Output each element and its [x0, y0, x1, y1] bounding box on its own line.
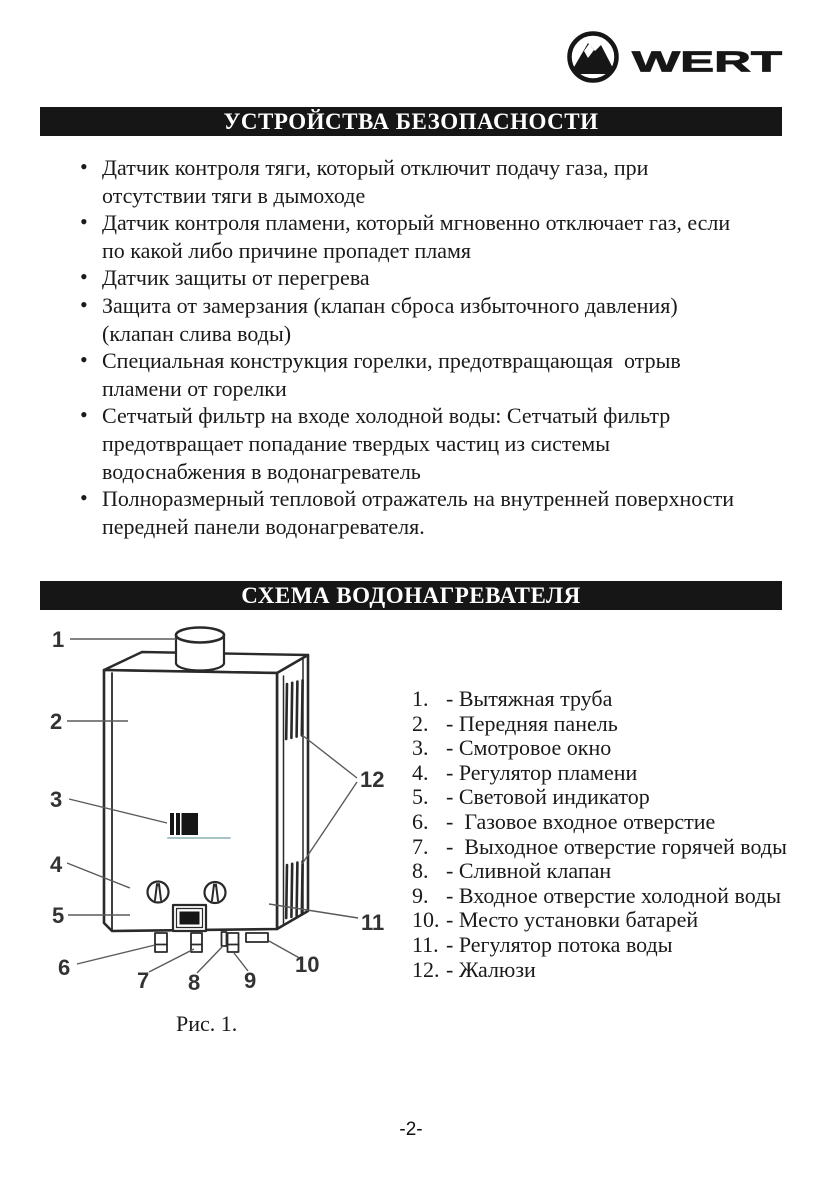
- part-number: 4.: [412, 759, 429, 785]
- bullet-line: передней панели водонагревателя.: [102, 513, 425, 539]
- section-header-schema: СХЕМА ВОДОНАГРЕВАТЕЛЯ: [40, 581, 782, 610]
- part-row: [412, 687, 812, 712]
- parts-legend: [412, 687, 812, 982]
- bullet-item: [78, 292, 778, 347]
- part-row: [412, 761, 812, 786]
- part-number: 6.: [412, 808, 429, 834]
- part-label: - Жалюзи: [446, 956, 536, 982]
- part-label: - Передняя панель: [446, 710, 618, 736]
- drain-valve-pipe: [222, 932, 227, 946]
- callout-label-2: 2: [50, 709, 63, 734]
- bullet-line: • Датчик защиты от перегрева: [102, 265, 370, 291]
- bullet-line: по какой либо причине пропадет пламя: [102, 237, 472, 263]
- part-label: - Смотровое окно: [446, 735, 612, 761]
- callout-label-3: 3: [50, 787, 63, 812]
- figure-caption: Рис. 1.: [176, 1011, 238, 1036]
- front-panel: [104, 670, 277, 931]
- callout-label-9: 9: [244, 968, 257, 993]
- part-row: [412, 736, 812, 761]
- part-row: [412, 859, 812, 884]
- page-number: -2-: [399, 1119, 423, 1140]
- bullet-line: • Полноразмерный тепловой отражатель на внутренней поверхности: [102, 486, 734, 512]
- part-number: 8.: [412, 858, 429, 884]
- callout-label-11: 11: [361, 910, 385, 935]
- callout-label-5: 5: [52, 903, 65, 928]
- part-number: 10.: [412, 907, 440, 933]
- bullet-line: • Специальная конструкция горелки, предотвращающая отрыв: [102, 348, 681, 374]
- part-label: - Сливной клапан: [446, 858, 612, 884]
- part-number: 12.: [412, 956, 440, 982]
- gas-inlet-pipe: [155, 933, 167, 952]
- part-number: 9.: [412, 882, 429, 908]
- part-label: - Газовое входное отверстие: [446, 808, 716, 834]
- part-number: 5.: [412, 784, 429, 810]
- part-label: - Регулятор пламени: [446, 759, 638, 785]
- cold-water-inlet-pipe: [228, 933, 239, 952]
- part-number: 2.: [412, 710, 429, 736]
- bullet-item: [78, 154, 778, 209]
- callout-label-4: 4: [50, 852, 63, 877]
- bullet-item: [78, 347, 778, 402]
- part-label: - Выходное отверстие горячей воды: [446, 833, 787, 859]
- callout-label-1: 1: [52, 627, 65, 652]
- part-row: [412, 712, 812, 737]
- mountain-icon: [570, 34, 617, 81]
- part-label: - Входное отверстие холодной воды: [446, 882, 782, 908]
- section-header-safety: УСТРОЙСТВА БЕЗОПАСНОСТИ: [40, 107, 782, 136]
- part-row: [412, 785, 812, 810]
- bullet-line: • Датчик контроля тяги, который отключит подачу газа, при: [102, 155, 649, 180]
- part-label: - Регулятор потока воды: [446, 931, 673, 957]
- bullet-line: пламени от горелки: [102, 375, 287, 401]
- bullet-item: [78, 402, 778, 485]
- part-row: [412, 908, 812, 933]
- part-row: [412, 884, 812, 909]
- callout-label-12: 12: [360, 767, 385, 792]
- part-number: 11.: [412, 931, 439, 957]
- callout-label-6: 6: [58, 955, 71, 980]
- bullet-item: [78, 264, 778, 292]
- battery-compartment: [246, 933, 268, 942]
- brand-name: WERT: [632, 46, 783, 79]
- part-row: [412, 835, 812, 860]
- part-row: [412, 958, 812, 983]
- part-label: - Световой индикатор: [446, 784, 650, 810]
- bullet-line: водоснабжения в водонагреватель: [102, 458, 421, 484]
- brand-logo: [566, 30, 790, 88]
- water-flow-knob: [205, 882, 226, 903]
- part-row: [412, 933, 812, 958]
- callout-label-7: 7: [137, 968, 150, 993]
- water-heater-diagram: [40, 615, 400, 1020]
- flame-regulator-knob: [148, 882, 169, 903]
- part-number: 1.: [412, 686, 429, 711]
- bullet-line: (клапан слива воды): [102, 320, 292, 346]
- indicator-window: [173, 905, 206, 931]
- heater-drawing: [104, 628, 308, 953]
- part-row: [412, 810, 812, 835]
- part-number: 7.: [412, 833, 429, 859]
- callout-label-10: 10: [295, 952, 320, 977]
- bullet-line: • Сетчатый фильтр на входе холодной воды: Сетчатый фильтр: [102, 403, 671, 429]
- bullet-line: предотвращает попадание твердых частиц из системы: [102, 430, 611, 456]
- bullet-line: • Защита от замерзания (клапан сброса избыточного давления): [102, 292, 678, 318]
- part-label: - Вытяжная труба: [446, 686, 613, 711]
- part-label: - Место установки батарей: [446, 907, 699, 933]
- flue-pipe: [176, 628, 224, 671]
- safety-bullet-list: [78, 154, 778, 540]
- bullet-item: [78, 209, 778, 264]
- bullet-line: • Датчик контроля пламени, который мгновенно отключает газ, если: [102, 210, 731, 236]
- bullet-item: [78, 485, 778, 540]
- callout-label-8: 8: [188, 970, 201, 995]
- part-number: 3.: [412, 735, 429, 761]
- bullet-line: отсутствии тяги в дымоходе: [102, 182, 366, 208]
